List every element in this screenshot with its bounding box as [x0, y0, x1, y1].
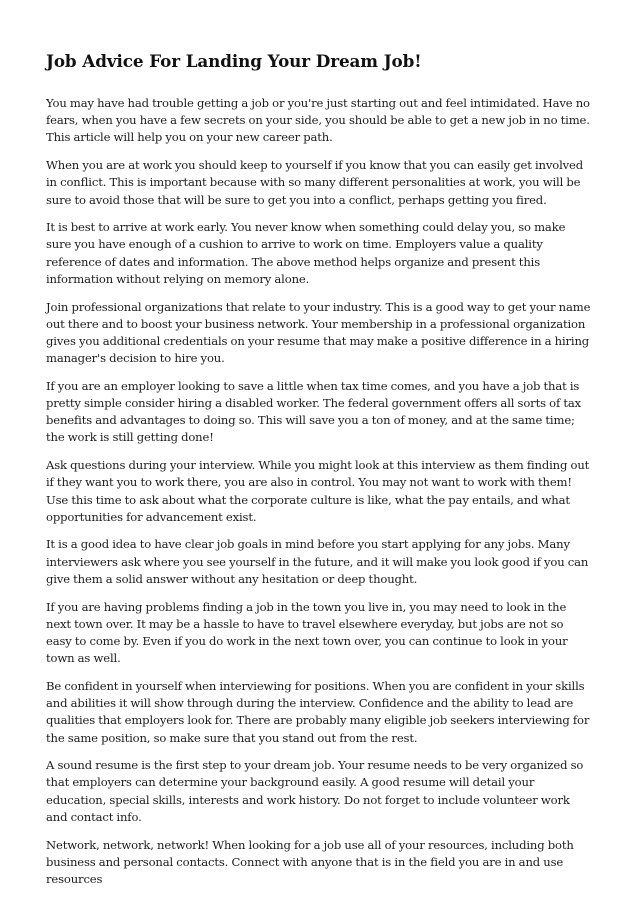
paragraph-4: Join professional organizations that relate to your industry. This is a good way to get your name out there and to boost your business network. Your membership in a professional organization gives you additional credentials on your resume that may make a positive difference in a hiring manager's decision to hire you.: [46, 299, 591, 366]
paragraph-2: When you are at work you should keep to yourself if you know that you can easily get involved in conflict. This is important because with so many different personalities at work, you will be sure to avoid those that will be sure to get you into a conflict, perhaps getting you fired.: [46, 158, 584, 207]
paragraph-3: It is best to arrive at work early. You never know when something could delay you, so make sure you have enough of a cushion to arrive to work on time. Employers value a quality reference of dates and information. The above method helps organize and present this information without relying on memory alone.: [46, 220, 566, 286]
paragraph-10: A sound resume is the first step to your dream job. Your resume needs to be very organized so that employers can determine your background easily. A good resume will detail your education, special skills, interests and work history. Do not forget to include volunteer work and contact info.: [46, 758, 584, 824]
document-title: Job Advice For Landing Your Dream Job!: [46, 51, 422, 71]
paragraph-11: Network, network, network! When looking for a job use all of your resources, including both business and personal contacts. Connect with anyone that is in the field you are in and use resources: [46, 837, 574, 886]
paragraph-6: Ask questions during your interview. While you might look at this interview as them finding out if they want you to work there, you are also in control. You may not want to work with them! Use this time to ask about what the corporate culture is like, what the pay entails, and what opportunities for advancement exist.: [46, 458, 590, 524]
paragraph-1: You may have had trouble getting a job or you're just starting out and feel intimidated. Have no fears, when you have a few secrets on your side, you should be able to get a new job in no time. This article will help you on your new career path.: [46, 96, 590, 145]
paragraph-7: It is a good idea to have clear job goals in mind before you start applying for any jobs. Many interviewers ask where you see yourself in the future, and it will make you look good if you can give them a solid answer without any hesitation or deep thought.: [46, 537, 589, 586]
paragraph-5: If you are an employer looking to save a little when tax time comes, and you have a job that is pretty simple consider hiring a disabled worker. The federal government offers all sorts of tax benefits and advantages to doing so. This will save you a ton of money, and at the same time; the work is still getting done!: [46, 378, 581, 445]
paragraph-8: If you are having problems finding a job in the town you live in, you may need to look in the next town over. It may be a hassle to have to travel elsewhere everyday, but jobs are not so easy to come by. Even if you do work in the next town over, you can continue to look in your town as well.: [46, 599, 568, 666]
paragraph-9: Be confident in yourself when interviewing for positions. When you are confident in your skills and abilities it will show through during the interview. Confidence and the ability to lead are qualities that employers look for. There are probably many eligible job seekers interviewing for the same position, so make sure that you stand out from the rest.: [46, 678, 590, 745]
document-page: [46, 50, 592, 899]
